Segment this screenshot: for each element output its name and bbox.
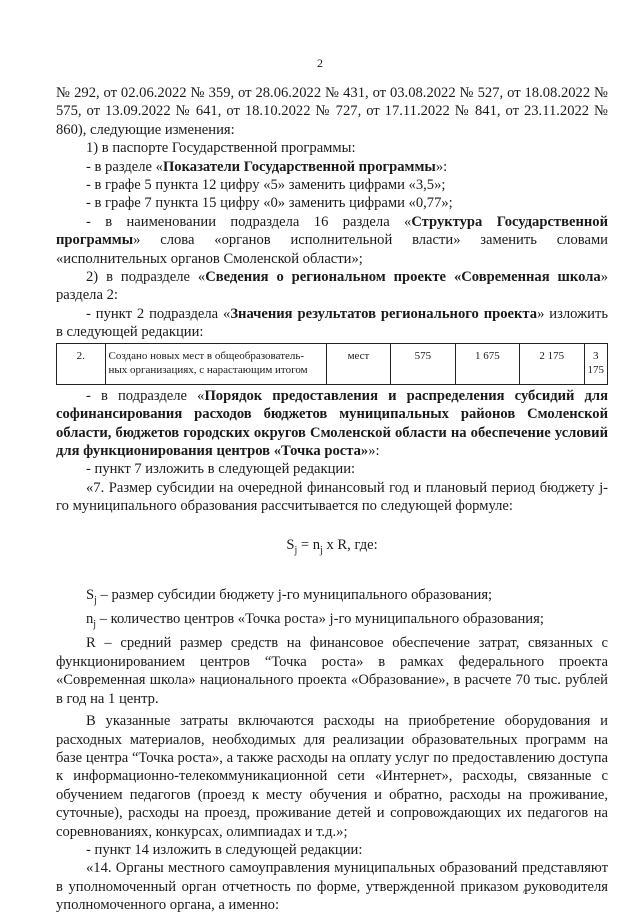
table-cell-description: Создано новых мест в общеобразователь-ных организациях, с нарастающим итогом	[105, 343, 326, 384]
item-1-section: - в разделе «Показатели Государственной программы»:	[86, 158, 448, 175]
table-cell-unit: мест	[326, 343, 390, 384]
subsidy-procedure-paragraph: - в подразделе «Порядок предоставления и распределения субсидий для софинансирования расходов бюджетов муниципальных районов Смоленской области, бюджетов городских округов Смоленской области на обеспечение условий для функционирования центров «Точка роста»»:	[56, 387, 609, 459]
structure-title-bold: Структура Государственной программы	[56, 213, 608, 249]
point-14-instruction: - пункт 14 изложить в следующей редакции:	[86, 841, 363, 858]
table-cell-value-1: 575	[391, 343, 455, 384]
paragraph-intro: № 292, от 02.06.2022 № 359, от 28.06.2022 № 431, от 03.08.2022 № 527, от 18.08.2022 № 575, от 13.09.2022 № 641, от 18.10.2022 № 727, от 17.11.2022 № 841, от 23.11.2022 № 860), следующие изменения:	[56, 85, 608, 138]
results-title-bold: Значения результатов регионального проекта	[230, 305, 538, 322]
definition-r: R – средний размер средств на финансовое обеспечение затрат, связанных с функционированием центров “Точка роста» в рамках федерального проекта «Современная школа» национального проекта «Образование», в расчете 70 тыс. рублей в год на 1 центр.	[56, 635, 608, 707]
scan-mark-icon	[522, 886, 532, 894]
page-number: 2	[317, 56, 323, 70]
table-cell-number: 2.	[57, 343, 106, 384]
table-cell-value-2: 1 675	[455, 343, 519, 384]
formula: $S_j = n_j$ x R, где:	[286, 536, 378, 556]
point-14-text: «14. Органы местного самоуправления муниципальных образований представляют в уполномоченный орган отчетность по форме, утвержденной приказом руководителя уполномоченного органа, а именно:	[56, 860, 608, 914]
item-1-subsection16: - в наименовании подраздела 16 раздела «Структура Государственной программы» слова «органов исполнительной власти» заменить словами «исполнительных органов Смоленской области»;	[56, 213, 608, 267]
item-1: 1) в паспорте Государственной программы:	[86, 140, 356, 157]
item-1-column5: - в графе 5 пункта 12 цифру «5» заменить цифрами «3,5»;	[86, 177, 446, 194]
point-7-text: «7. Размер субсидии на очередной финансовый год и плановый период бюджету j-го муниципального образования рассчитывается по следующей формуле:	[56, 479, 608, 515]
table-cell-value-3: 2 175	[520, 343, 584, 384]
item-2-point2: - пункт 2 подраздела «Значения результатов регионального проекта» изложить в следующей редакции:	[56, 305, 608, 341]
table-cell-value-4: 3 175	[584, 343, 608, 384]
section-title-bold: Показатели Государственной программы	[162, 158, 436, 175]
document-body	[56, 84, 608, 915]
item-1-column7: - в графе 7 пункта 15 цифру «0» заменить цифрами «0,77»;	[86, 195, 453, 212]
definition-nj: $n_j$ – количество центров «Точка роста» j-го муниципального образования;	[86, 611, 544, 631]
item-2: 2) в подразделе «Сведения о региональном проекте «Современная школа» раздела 2:	[56, 269, 608, 304]
expenses-paragraph: В указанные затраты включаются расходы на приобретение оборудования и расходных материалов, необходимых для реализации образовательных программ на базе центра “Точка роста», а также расходы на оплату услуг по предоставлению доступа к информационно-телекоммуникационной сети «Интернет», расходы, связанные с обучением педагогов (проезд к месту обучения и обратно, расходы на проживание, суточные), расходы на проезд, проживание детей и сопровождающих их педагогов на соревнованиях, конкурсах, олимпиадах и т.д.»;	[56, 713, 608, 840]
subsidy-procedure-title-bold: Порядок предоставления и распределения субсидий для софинансирования расходов бюджетов муниципальных районов Смоленской области, бюджетов городских округов Смоленской области на обеспечение условий для функционирования центров «Точка роста»	[56, 387, 609, 459]
point-7-instruction: - пункт 7 изложить в следующей редакции:	[86, 461, 356, 478]
results-table	[56, 343, 608, 385]
definition-sj: $S_j$ – размер субсидии бюджету j-го муниципального образования;	[86, 586, 493, 606]
regional-project-title-bold: Сведения о региональном проекте «Современная школа	[205, 269, 601, 286]
table-row	[57, 343, 608, 384]
